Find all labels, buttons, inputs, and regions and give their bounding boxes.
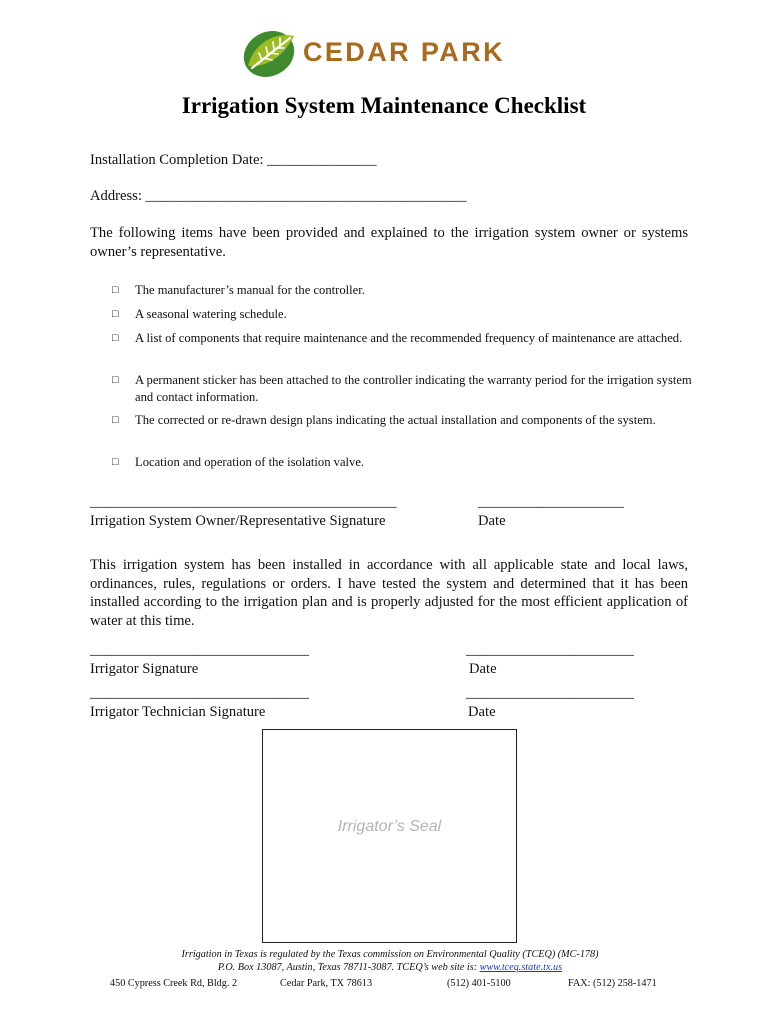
technician-date-line[interactable]: _______________________ — [466, 685, 634, 701]
tceq-website-link[interactable]: www.tceq.state.tx.us — [479, 962, 563, 973]
technician-signature-line[interactable]: ______________________________ — [90, 685, 309, 701]
checklist-item-label: A list of components that require maintenance and the recommended frequency of maintenance are attached. — [135, 331, 683, 345]
irrigator-date-label: Date — [469, 661, 497, 677]
checklist-item[interactable] — [112, 372, 692, 405]
technician-date-label: Date — [468, 704, 496, 720]
address-field[interactable]: Address: ____________________________________________ — [90, 188, 467, 204]
irrigator-date-line[interactable]: _______________________ — [466, 642, 634, 658]
checklist-item[interactable] — [112, 306, 692, 323]
footer-city: Cedar Park, TX 78613 — [280, 978, 373, 989]
checkbox-icon[interactable]: □ — [112, 332, 119, 344]
footer-fax: FAX: (512) 258-1471 — [568, 978, 657, 989]
technician-signature-label: Irrigator Technician Signature — [90, 704, 266, 720]
tceq-address-text: P.O. Box 13087, Austin, Texas 78711-3087. TCEQ’s web site is: — [217, 962, 480, 973]
seal-placeholder-label: Irrigator’s Seal — [337, 818, 442, 835]
checklist-item-label: A seasonal watering schedule. — [135, 307, 287, 321]
intro-paragraph: The following items have been provided and explained to the irrigation system owner or systems owner’s representative. — [90, 225, 688, 260]
checklist-item-label: The corrected or re-drawn design plans indicating the actual installation and components of the system. — [135, 413, 656, 427]
owner-date-label: Date — [478, 513, 506, 529]
tceq-address-line — [0, 961, 768, 974]
checklist-item[interactable] — [112, 454, 692, 471]
cedar-park-logo — [242, 28, 542, 80]
footer-phone: (512) 401-5100 — [447, 978, 511, 989]
owner-signature-label: Irrigation System Owner/Representative Signature — [90, 513, 386, 529]
irrigator-seal-box — [262, 729, 517, 943]
checkbox-icon[interactable]: □ — [112, 284, 119, 296]
installation-statement: This irrigation system has been installed in accordance with all applicable state and local laws, ordinances, rules, regulations or orders. I have tested the system and determined that it has been installed according to the irrigation plan and is properly adjusted for the most efficient application of water at this time. — [90, 557, 688, 629]
checklist-item-label: Location and operation of the isolation valve. — [135, 455, 365, 469]
regulation-line: Irrigation in Texas is regulated by the Texas commission on Environmental Quality (TCEQ) (MC-178) — [181, 949, 599, 960]
checkbox-icon[interactable]: □ — [112, 308, 119, 320]
owner-signature-line[interactable]: __________________________________________ — [90, 494, 397, 510]
footer-regulation — [0, 948, 768, 974]
page-title: Irrigation System Maintenance Checklist — [181, 93, 587, 118]
checklist-item[interactable] — [112, 330, 692, 347]
checkbox-icon[interactable]: □ — [112, 374, 119, 386]
checklist-item[interactable] — [112, 412, 692, 429]
checklist-item-label: A permanent sticker has been attached to the controller indicating the warranty period for the irrigation system and contact information. — [135, 373, 692, 404]
completion-date-field[interactable]: Installation Completion Date: _______________ — [90, 152, 377, 168]
irrigator-signature-label: Irrigator Signature — [90, 661, 199, 677]
checklist-item-label: The manufacturer’s manual for the controller. — [135, 283, 365, 297]
footer-street: 450 Cypress Creek Rd, Bldg. 2 — [110, 978, 238, 989]
irrigator-signature-line[interactable]: ______________________________ — [90, 642, 309, 658]
checkbox-icon[interactable]: □ — [112, 414, 119, 426]
owner-date-line[interactable]: ____________________ — [478, 494, 624, 510]
logo-wordmark: CEDAR PARK — [303, 37, 506, 67]
leaf-emblem-icon — [242, 28, 298, 80]
checkbox-icon[interactable]: □ — [112, 456, 119, 468]
checklist-item[interactable] — [112, 282, 692, 299]
